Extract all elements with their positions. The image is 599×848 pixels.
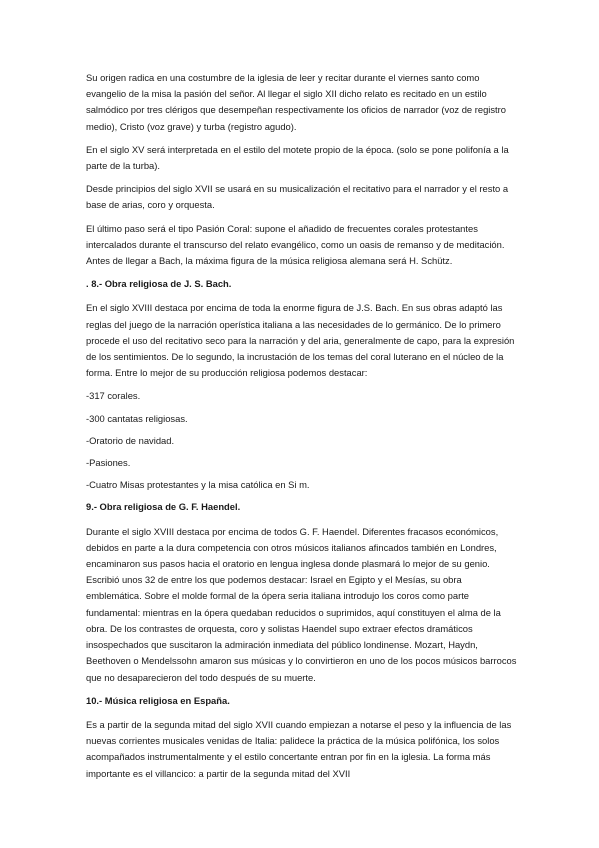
- document-body: [86, 70, 520, 789]
- section-heading: 10.- Música religiosa en España.: [86, 694, 230, 706]
- list-item: -Oratorio de navidad.: [86, 434, 175, 446]
- list-item: -Pasiones.: [86, 457, 131, 469]
- body-paragraph: Es a partir de la segunda mitad del siglo XVII cuando empiezan a notarse el peso y la influencia de las nuevas corrientes musicales venidas de Italia: palidece la práctica de la música polifónica, los solos acompañados instrumentalmente y el estilo concertante entran por fin en la iglesia. La forma más importante es el villancico: a partir de la segunda mitad del XVII: [86, 718, 512, 779]
- list-item: -Cuatro Misas protestantes y la misa católica en Si m.: [86, 479, 310, 491]
- body-paragraph: En el siglo XV será interpretada en el estilo del motete propio de la época. (solo se pone polifonía a la parte de la turba).: [86, 143, 509, 172]
- body-paragraph: Durante el siglo XVIII destaca por encima de todos G. F. Haendel. Diferentes fracasos económicos, debidos en parte a la dura competencia con otros músicos italianos afincados también en Londres, encaminaron sus pasos hacia el oratorio en lengua inglesa donde plasmará lo mejor de su genio. Escribió unos 32 de entre los que podemos destacar: Israel en Egipto y el Mesías, su obra emblemática. Sobre el molde formal de la ópera seria italiana introdujo los coros como parte fundamental: mientras en la ópera quedaban reducidos o suprimidos, aquí constituyen el alma de la obra. De los contrastes de orquesta, coro y solistas Haendel supo extraer efectos dramáticos insospechados que suscitaron la admiración inmediata del público londinense. Mozart, Haydn, Beethoven o Mendelssohn amaron sus músicas y lo convirtieron en uno de los pocos músicos barrocos que no desaparecieron del todo después de su muerte.: [86, 525, 517, 683]
- body-paragraph: Desde principios del siglo XVII se usará en su musicalización el recitativo para el narrador y el resto a base de arias, coro y orquesta.: [86, 183, 509, 211]
- section-heading: . 8.- Obra religiosa de J. S. Bach.: [86, 278, 232, 290]
- section-heading: 9.- Obra religiosa de G. F. Haendel.: [86, 501, 241, 513]
- list-item: -300 cantatas religiosas.: [86, 412, 188, 424]
- body-paragraph: En el siglo XVIII destaca por encima de toda la enorme figura de J.S. Bach. En sus obras adaptó las reglas del juego de la narración operística italiana a las necesidades de lo germánico. De lo primero procede el uso del recitativo seco para la narración y del aria, generalmente de capo, para la expresión de los sentimientos. De lo segundo, la incrustación de los temas del coral luterano en el núcleo de la forma. Entre lo mejor de su producción religiosa podemos destacar:: [86, 302, 515, 379]
- body-paragraph: El último paso será el tipo Pasión Coral: supone el añadido de frecuentes corales protestantes intercalados durante el transcurso del relato evangélico, como un oasis de remanso y de meditación. Antes de llegar a Bach, la máxima figura de la música religiosa alemana será H. Schütz.: [86, 222, 505, 267]
- body-paragraph: Su origen radica en una costumbre de la iglesia de leer y recitar durante el viernes santo como evangelio de la misa la pasión del señor. Al llegar el siglo XII dicho relato es recitado en un estilo salmódico por tres clérigos que desempeñan respectivamente los oficios de narrador (voz de registro medio), Cristo (voz grave) y turba (registro agudo).: [86, 72, 507, 132]
- list-item: -317 corales.: [86, 390, 141, 402]
